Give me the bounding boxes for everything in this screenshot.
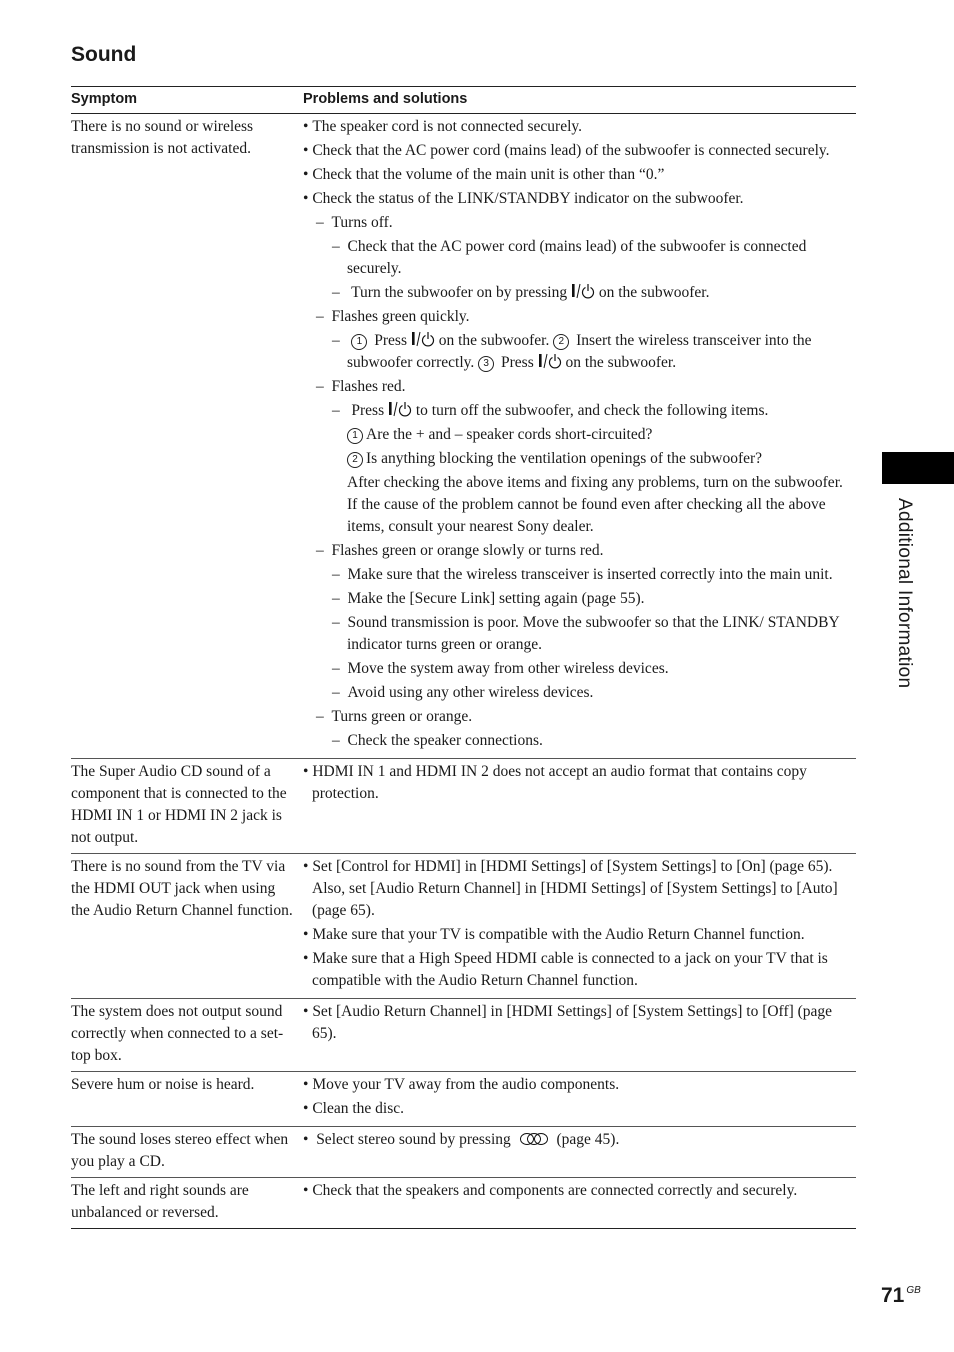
sub-solution: – Sound transmission is poor. Move the subwoofer so that the LINK/ STANDBY indicator turns green or orange. xyxy=(303,612,856,656)
power-icon xyxy=(388,401,412,417)
solution-bullet: • Check that the AC power cord (mains lead) of the subwoofer is connected securely. xyxy=(303,140,856,162)
solution-bullet: • Move your TV away from the audio components. xyxy=(303,1074,856,1096)
power-icon xyxy=(571,283,595,299)
check-item xyxy=(303,424,856,446)
sub-solution-text: Insert the wireless transceiver into the subwoofer correctly. xyxy=(347,332,812,371)
table-row xyxy=(71,759,856,854)
symptom-cell: The sound loses stereo effect when you play a CD. xyxy=(71,1127,303,1178)
sub-solution-text: Press xyxy=(501,354,534,371)
table-row xyxy=(71,999,856,1072)
sub-solution: – Check the speaker connections. xyxy=(303,730,856,752)
indicator-state: – Flashes green or orange slowly or turns red. xyxy=(303,540,856,562)
solutions-cell xyxy=(303,999,856,1072)
indicator-state: – Turns off. xyxy=(303,212,856,234)
solution-bullet: • Set [Audio Return Channel] in [HDMI Settings] of [System Settings] to [Off] (page 65). xyxy=(303,1001,856,1045)
sub-solution: – Avoid using any other wireless devices. xyxy=(303,682,856,704)
table-row xyxy=(71,1072,856,1127)
symptom-cell: There is no sound or wireless transmission is not activated. xyxy=(71,114,303,759)
indicator-state: – Turns green or orange. xyxy=(303,706,856,728)
page-number-value: 71 xyxy=(881,1284,905,1307)
solution-bullet: • Make sure that your TV is compatible with the Audio Return Channel function. xyxy=(303,924,856,946)
sub-solution: – Make sure that the wireless transceiver is inserted correctly into the main unit. xyxy=(303,564,856,586)
solutions-cell xyxy=(303,759,856,854)
table-row xyxy=(71,114,856,759)
sub-solution-text: Turn the subwoofer on by pressing xyxy=(351,284,568,301)
sub-solution: – Move the system away from other wireless devices. xyxy=(303,658,856,680)
troubleshooting-table xyxy=(71,86,856,1229)
sub-solution-text: on the subwoofer. xyxy=(565,354,677,371)
step-1-icon: 1 xyxy=(351,334,367,350)
check-item-text: Is anything blocking the ventilation openings of the subwoofer? xyxy=(366,450,763,467)
solutions-header: Problems and solutions xyxy=(303,87,856,114)
table-row xyxy=(71,854,856,999)
solution-bullet: • HDMI IN 1 and HDMI IN 2 does not accept an audio format that contains copy protection. xyxy=(303,761,856,805)
after-check-note: After checking the above items and fixing any problems, turn on the subwoofer. If the cause of the problem cannot be found even after checking all the above items, consult your nearest Sony dealer. xyxy=(347,474,843,535)
side-tab-label: Additional Information xyxy=(894,498,915,689)
solution-bullet: • Check that the speakers and components are connected correctly and securely. xyxy=(303,1180,856,1202)
solutions-cell xyxy=(303,1178,856,1229)
power-icon xyxy=(538,353,562,369)
sub-solution-text: Press xyxy=(351,402,385,419)
sub-solution-text: on the subwoofer. xyxy=(598,284,710,301)
sub-solution-text: to turn off the subwoofer, and check the following items. xyxy=(415,402,769,419)
solution-bullet xyxy=(303,1129,856,1151)
table-row xyxy=(71,1127,856,1178)
solutions-cell xyxy=(303,1072,856,1127)
solution-bullet: • Make sure that a High Speed HDMI cable is connected to a jack on your TV that is compatible with the Audio Return Channel function. xyxy=(303,948,856,992)
step-1-icon: 1 xyxy=(347,428,363,444)
solution-bullet: • Clean the disc. xyxy=(303,1098,856,1120)
symptom-cell: The Super Audio CD sound of a component that is connected to the HDMI IN 1 or HDMI IN 2 jack is not output. xyxy=(71,759,303,854)
indicator-state: – Flashes green quickly. xyxy=(303,306,856,328)
solution-bullet: • Set [Control for HDMI] in [HDMI Settings] of [System Settings] to [On] (page 65). Also, set [Audio Return Channel] in [HDMI Settings] of [System Settings] to [Auto] (page 65). xyxy=(303,856,856,922)
power-icon xyxy=(411,331,435,347)
sub-solution xyxy=(303,330,856,374)
page-suffix: GB xyxy=(906,1285,921,1296)
solution-bullet: • Check the status of the LINK/STANDBY indicator on the subwoofer. xyxy=(303,188,856,210)
table-header-row xyxy=(71,87,856,114)
sub-solution-text: on the subwoofer. xyxy=(438,332,550,349)
indicator-state: – Flashes red. xyxy=(303,376,856,398)
symptom-cell: Severe hum or noise is heard. xyxy=(71,1072,303,1127)
solutions-cell xyxy=(303,1127,856,1178)
page-number xyxy=(881,1284,921,1308)
step-3-icon: 3 xyxy=(478,356,494,372)
section-title: Sound xyxy=(71,43,137,66)
solutions-cell xyxy=(303,114,856,759)
symptom-header: Symptom xyxy=(71,87,303,114)
symptom-cell: There is no sound from the TV via the HDMI OUT jack when using the Audio Return Channel function. xyxy=(71,854,303,999)
check-item-text: Are the + and – speaker cords short-circuited? xyxy=(366,426,653,443)
sub-solution: – Check that the AC power cord (mains lead) of the subwoofer is connected securely. xyxy=(303,236,856,280)
step-2-icon: 2 xyxy=(347,452,363,468)
solutions-cell xyxy=(303,854,856,999)
sub-solution xyxy=(303,400,856,422)
check-item xyxy=(303,448,856,470)
sub-solution xyxy=(303,282,856,304)
sub-solution: – Make the [Secure Link] setting again (page 55). xyxy=(303,588,856,610)
symptom-cell: The left and right sounds are unbalanced or reversed. xyxy=(71,1178,303,1229)
step-2-icon: 2 xyxy=(553,334,569,350)
solution-text: (page 45). xyxy=(556,1131,620,1148)
sound-field-icon xyxy=(519,1132,549,1146)
solution-bullet: • Check that the volume of the main unit is other than “0.” xyxy=(303,164,856,186)
symptom-cell: The system does not output sound correctly when connected to a set-top box. xyxy=(71,999,303,1072)
table-row xyxy=(71,1178,856,1229)
side-tab-marker xyxy=(882,452,954,484)
sub-solution-text: Press xyxy=(374,332,407,349)
solution-text: Select stereo sound by pressing xyxy=(316,1131,511,1148)
solution-bullet: • The speaker cord is not connected securely. xyxy=(303,116,856,138)
